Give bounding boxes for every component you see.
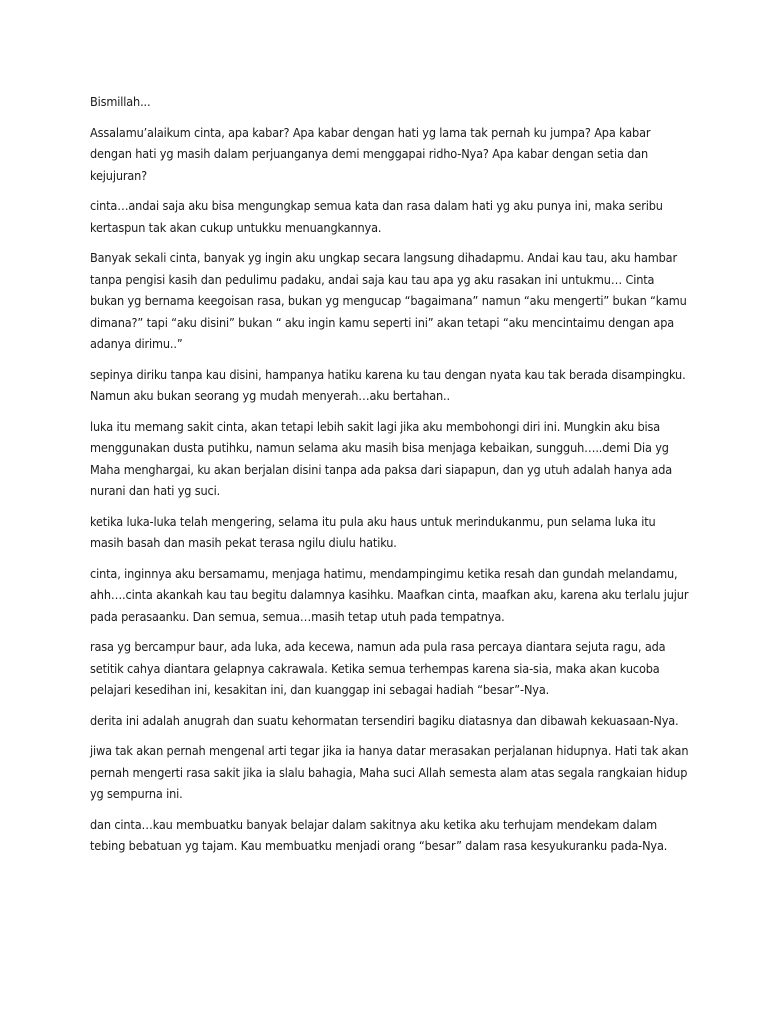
paragraph-closing: dan cinta…kau membuatku banyak belajar dalam sakitnya aku ketika aku terhujam mendekam dalam tebing bebatuan yg tajam. Kau membuatku menjadi orang “besar” dalam rasa kesyukuranku pada-Nya. — [90, 816, 668, 853]
paragraph: derita ini adalah anugrah dan suatu kehormatan tersendiri bagiku diatasnya dan dibawah kekuasaan-Nya. — [90, 712, 679, 728]
paragraph: cinta…andai saja aku bisa mengungkap semua kata dan rasa dalam hati yg aku punya ini, maka seribu kertaspun tak akan cukup untukku menuangkannya. — [90, 198, 663, 235]
paragraph: jiwa tak akan pernah mengenal arti tegar jika ia hanya datar merasakan perjalanan hidupnya. Hati tak akan pernah mengerti rasa sakit jika ia slalu bahagia, Maha suci Allah semesta alam atas segala rangkaian hidup yg sempurna ini. — [90, 743, 689, 801]
paragraph: luka itu memang sakit cinta, akan tetapi lebih sakit lagi jika aku membohongi diri ini. Mungkin aku bisa menggunakan dusta putihku, namun selama aku masih bisa menjaga kebaikan, sungguh…..demi Dia yg Maha menghargai, ku akan berjalan disini tanpa ada paksa dari siapapun, dan yg utuh adalah hanya ada nurani dan hati yg suci. — [90, 418, 673, 498]
paragraph: ketika luka-luka telah mengering, selama itu pula aku haus untuk merindukanmu, pun selama luka itu masih basah dan masih pekat terasa ngilu diulu hatiku. — [90, 513, 656, 550]
document-body — [90, 91, 690, 866]
paragraph: sepinya diriku tanpa kau disini, hampanya hatiku karena ku tau dengan nyata kau tak berada disampingku. Namun aku bukan seorang yg mudah menyerah…aku bertahan.. — [90, 366, 686, 403]
paragraph-greeting: Assalamu’alaikum cinta, apa kabar? Apa kabar dengan hati yg lama tak pernah ku jumpa? Apa kabar dengan hati yg masih dalam perjuanganya demi menggapai ridho-Nya? Apa kabar dengan setia dan kejujuran? — [90, 124, 651, 183]
paragraph: Banyak sekali cinta, banyak yg ingin aku ungkap secara langsung dihadapmu. Andai kau tau, aku hambar tanpa pengisi kasih dan pedulimu padaku, andai saja kau tau apa yg aku rasakan ini untukmu… Cinta bukan yg bernama keegoisan rasa, bukan yg mengucap “bagaimana” namun “aku mengerti” bukan “kamu dimana?” tapi “aku disini” bukan “ aku ingin kamu seperti ini” akan tetapi “aku mencintaimu dengan apa adanya dirimu..” — [90, 250, 687, 351]
paragraph: cinta, inginnya aku bersamamu, menjaga hatimu, mendampingimu ketika resah dan gundah melandamu, ahh….cinta akankah kau tau begitu dalamnya kasihku. Maafkan cinta, maafkan aku, karena aku terlalu jujur pada perasaanku. Dan semua, semua…masih tetap utuh pada tempatnya. — [90, 565, 689, 624]
paragraph: rasa yg bercampur baur, ada luka, ada kecewa, namun ada pula rasa percaya diantara sejuta ragu, ada setitik cahya diantara gelapnya cakrawala. Ketika semua terhempas karena sia-sia, maka akan kucoba pelajari kesedihan ini, kesakitan ini, dan kuanggap ini sebagai hadiah “besar”-Nya. — [90, 639, 666, 697]
paragraph-opening: Bismillah... — [90, 94, 151, 109]
